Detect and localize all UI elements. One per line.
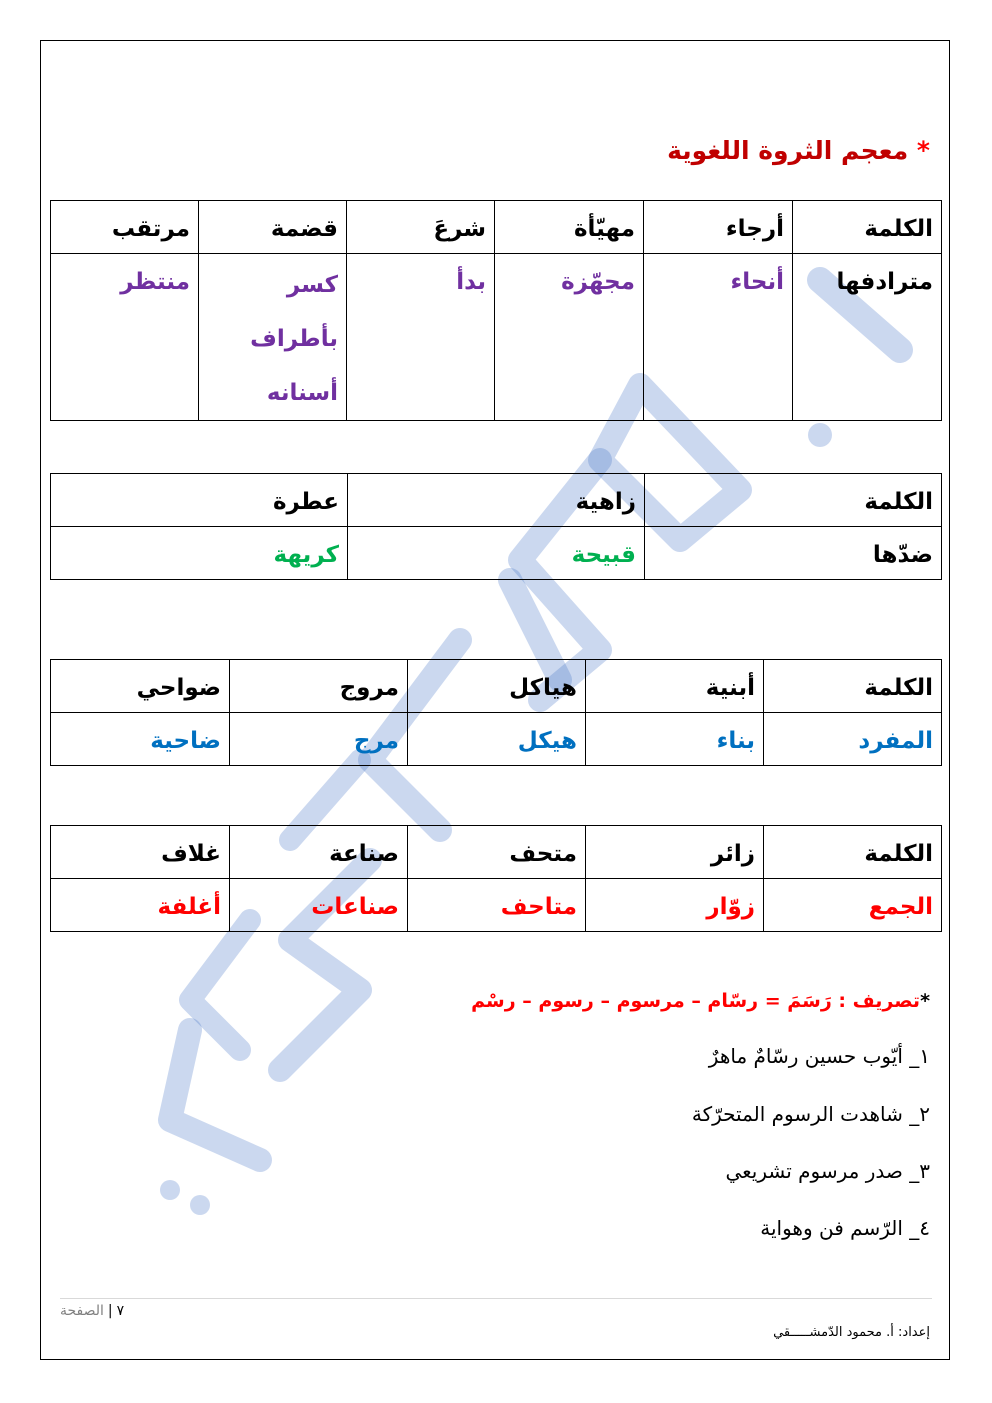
example-sentence-2: ٢_ شاهدت الرسوم المتحرّكة [691, 1102, 930, 1126]
table-cell: هياكل [408, 660, 586, 713]
table-cell: الكلمة [764, 660, 942, 713]
page-word: الصفحة [60, 1303, 104, 1319]
page-number-label [60, 1303, 124, 1319]
table-cell: قضمة [199, 201, 347, 254]
table-cell: زوّار [586, 879, 764, 932]
table-cell: ضواحي [51, 660, 230, 713]
table-cell: مترادفها [793, 254, 942, 421]
table-cell: زائر [586, 826, 764, 879]
table-cell: الجمع [764, 879, 942, 932]
table-cell: مرتقب [51, 201, 199, 254]
table-cell: مرج [230, 713, 408, 766]
table-cell: منتظر [51, 254, 199, 421]
example-sentence-1: ١_ أيّوب حسين رسّامٌ ماهرٌ [708, 1044, 930, 1068]
table-cell: مهيّأة [495, 201, 644, 254]
table-cell: قبيحة [348, 527, 645, 580]
table-cell: الكلمة [764, 826, 942, 879]
plural-table [50, 825, 942, 932]
conjugation-line [471, 990, 930, 1012]
section-heading [667, 136, 930, 165]
table-cell: هيكل [408, 713, 586, 766]
table-cell: صناعات [230, 879, 408, 932]
table-cell: أنحاء [644, 254, 793, 421]
heading-star: * [916, 136, 930, 165]
table-cell: ضاحية [51, 713, 230, 766]
antonyms-table [50, 473, 942, 580]
table-cell: متحف [408, 826, 586, 879]
page-number: ٧ [116, 1303, 125, 1319]
table-cell: شرعَ [347, 201, 495, 254]
table-cell: الكلمة [793, 201, 942, 254]
table-cell: مروج [230, 660, 408, 713]
conjugation-text: تصريف : رَسَمَ = رسّام – مرسوم – رسوم – رسْم [471, 990, 921, 1012]
example-sentence-3: ٣_ صدر مرسوم تشريعي [725, 1159, 930, 1183]
footer-divider [60, 1298, 932, 1299]
table-cell: غلاف [51, 826, 230, 879]
table-cell: متاحف [408, 879, 586, 932]
table-cell: المفرد [764, 713, 942, 766]
table-cell: صناعة [230, 826, 408, 879]
table-cell: بناء [586, 713, 764, 766]
table-cell: زاهية [348, 474, 645, 527]
table-cell: أرجاء [644, 201, 793, 254]
table-cell: كسر بأطراف أسنانه [199, 254, 347, 421]
table-cell: أبنية [586, 660, 764, 713]
table-cell: كريهة [51, 527, 348, 580]
singular-table [50, 659, 942, 766]
table-cell: عطرة [51, 474, 348, 527]
table-cell: مجهّزة [495, 254, 644, 421]
table-cell: الكلمة [645, 474, 942, 527]
example-sentence-4: ٤_ الرّسم فن وهواية [760, 1216, 930, 1240]
heading-text: معجم الثروة اللغوية [667, 136, 909, 165]
page-separator: | [107, 1303, 113, 1319]
table-cell: ضدّها [645, 527, 942, 580]
conjugation-star: * [920, 990, 930, 1012]
table-cell: أغلفة [51, 879, 230, 932]
table-cell: بدأ [347, 254, 495, 421]
synonyms-table [50, 200, 942, 421]
author-credit: إعداد: أ. محمود الدّمشـــــقي [773, 1325, 930, 1340]
